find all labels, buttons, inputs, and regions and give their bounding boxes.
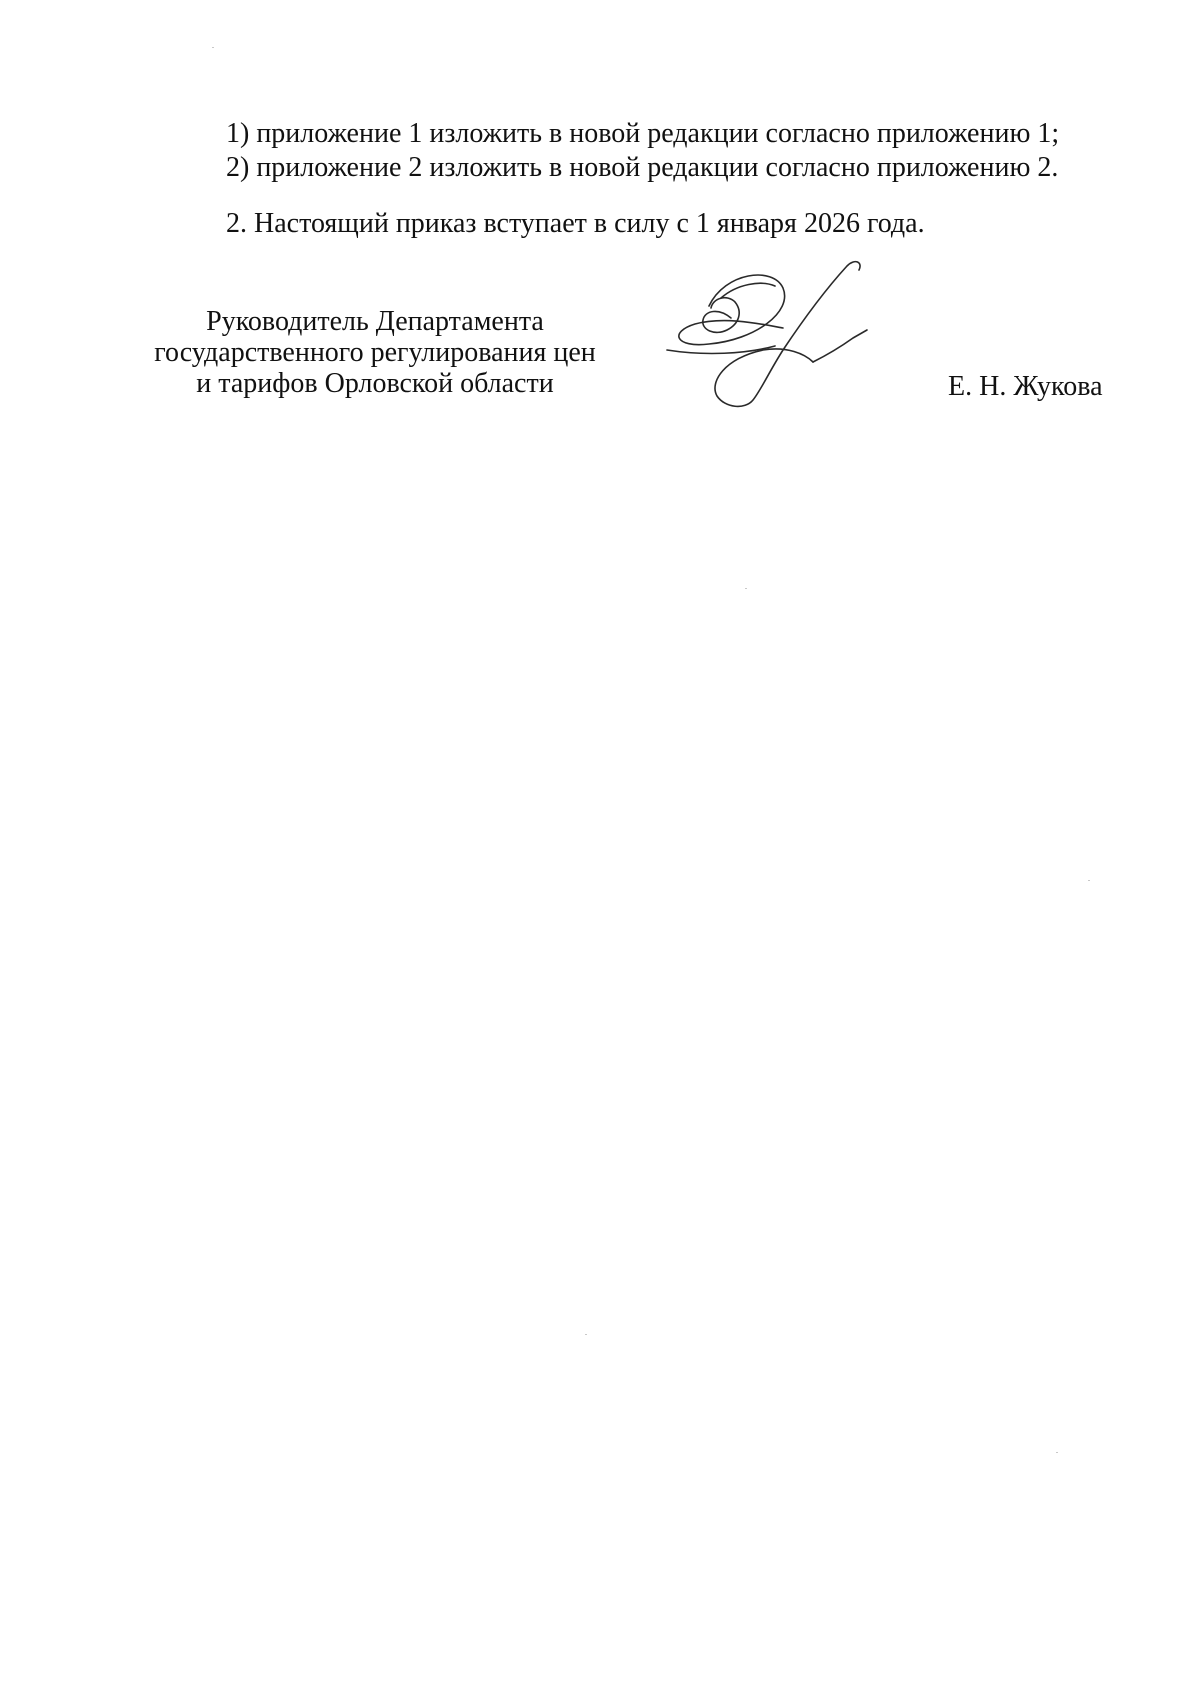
scan-speck: [585, 1334, 587, 1335]
signer-position: [140, 306, 610, 399]
scan-speck: [1088, 880, 1090, 881]
amendment-item-1: 1) приложение 1 изложить в новой редакции согласно приложению 1;: [226, 118, 1060, 149]
amendment-item-2: 2) приложение 2 изложить в новой редакции согласно приложению 2.: [226, 152, 1059, 183]
handwritten-signature-icon: [665, 258, 925, 423]
signer-name: Е. Н. Жукова: [948, 371, 1103, 402]
signer-position-line-3: и тарифов Орловской области: [196, 368, 554, 399]
effective-date-paragraph: 2. Настоящий приказ вступает в силу с 1 января 2026 года.: [226, 208, 925, 239]
scan-speck: [212, 47, 214, 48]
scan-speck: [1056, 1452, 1058, 1453]
signer-position-line-2: государственного регулирования цен: [154, 337, 596, 368]
signer-position-line-1: Руководитель Департамента: [206, 306, 544, 337]
scan-speck: [745, 588, 747, 589]
